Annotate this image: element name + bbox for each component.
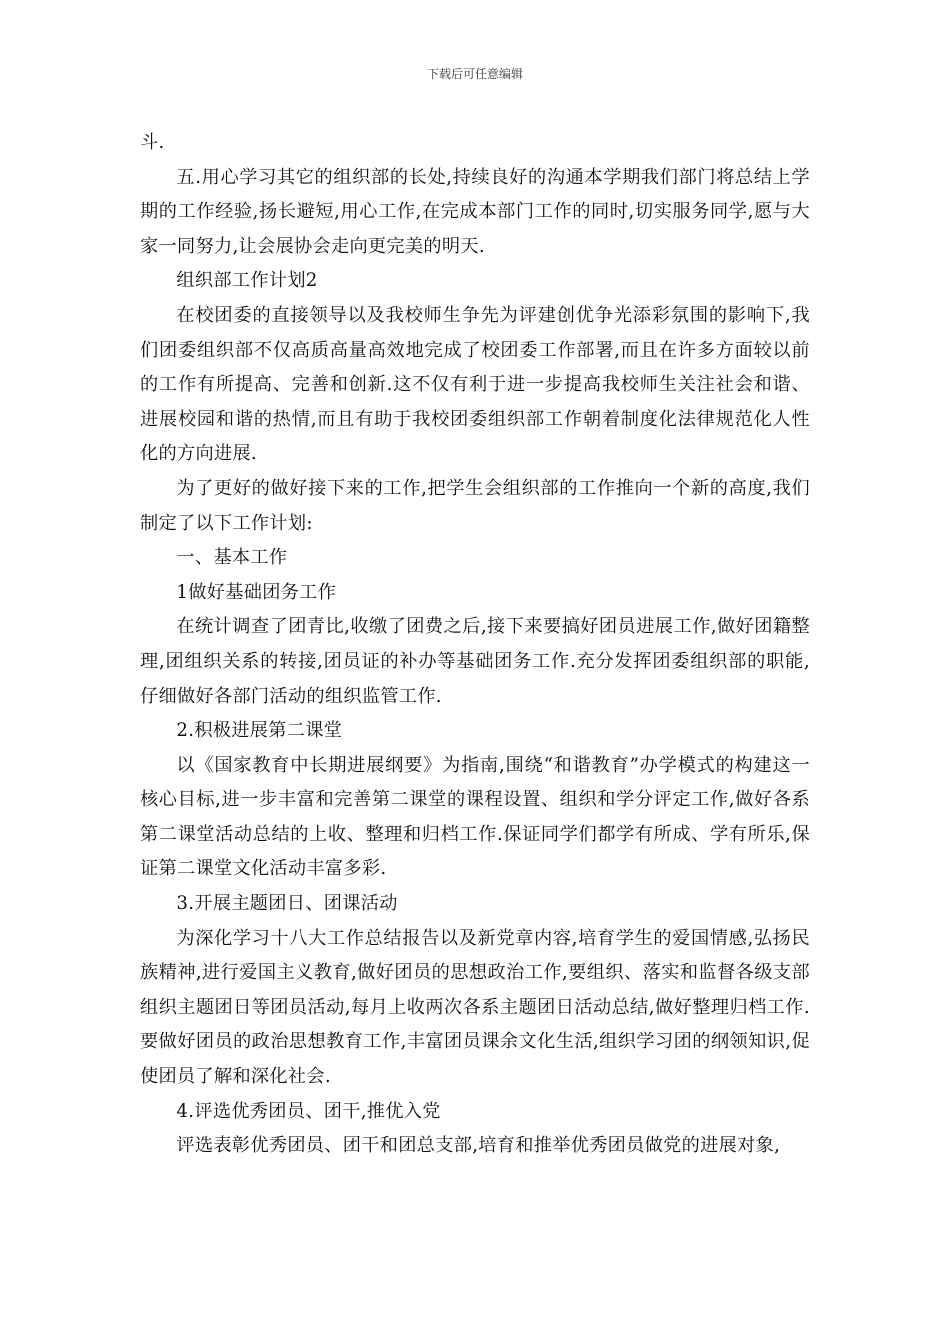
paragraph: 以《国家教育中长期进展纲要》为指南,围绕“和谐教育”办学模式的构建这一核心目标,进一步丰富和完善第二课堂的课程设置、组织和学分评定工作,做好各系第二课堂活动总结的上收、整理和归档工作.保证同学们都学有所成、学有所乐,保证第二课堂文化活动丰富多彩. bbox=[140, 754, 810, 880]
subsection-heading: 4.评选优秀团员、团干,推优入党 bbox=[176, 1100, 441, 1122]
page-header: 下载后可任意编辑 bbox=[426, 67, 523, 81]
paragraph: 在统计调查了团青比,收缴了团费之后,接下来要搞好团员进展工作,做好团籍整理,团组织关系的转接,团员证的补办等基础团务工作.充分发挥团委组织部的职能,仔细做好各部门活动的组织监管工作. bbox=[140, 616, 810, 707]
paragraph: 斗. bbox=[140, 132, 165, 153]
paragraph: 评选表彰优秀团员、团干和团总支部,培育和推举优秀团员做党的进展对象, bbox=[176, 1135, 781, 1157]
subsection-heading: 2.积极进展第二课堂 bbox=[176, 720, 343, 742]
subsection-heading: 1做好基础团务工作 bbox=[176, 581, 337, 603]
document-body bbox=[140, 126, 810, 1164]
paragraph: 为深化学习十八大工作总结报告以及新党章内容,培育学生的爱国情感,弘扬民族精神,进行爱国主义教育,做好团员的思想政治工作,要组织、落实和监督各级支部组织主题团日等团员活动,每月上收两次各系主题团日活动总结,做好整理归档工作.要做好团员的政治思想教育工作,丰富团员课余文化生活,组织学习团的纲领知识,促使团员了解和深化社会. bbox=[140, 927, 810, 1088]
paragraph: 五.用心学习其它的组织部的长处,持续良好的沟通本学期我们部门将总结上学期的工作经验,扬长避短,用心工作,在完成本部门工作的同时,切实服务同学,愿与大家一同努力,让会展协会走向更完美的明天. bbox=[140, 166, 810, 257]
section-heading: 一、基本工作 bbox=[176, 547, 288, 569]
paragraph: 为了更好的做好接下来的工作,把学生会组织部的工作推向一个新的高度,我们制定了以下工作计划: bbox=[140, 477, 810, 534]
subsection-heading: 3.开展主题团日、团课活动 bbox=[176, 893, 398, 915]
section-heading: 组织部工作计划2 bbox=[176, 270, 318, 292]
paragraph: 在校团委的直接领导以及我校师生争先为评建创优争光添彩氛围的影响下,我们团委组织部不仅高质高量高效地完成了校团委工作部署,而且在许多方面较以前的工作有所提高、完善和创新.这不仅有利于进一步提高我校师生关注社会和谐、进展校园和谐的热情,而且有助于我校团委组织部工作朝着制度化法律规范化人性化的方向进展. bbox=[140, 304, 810, 465]
